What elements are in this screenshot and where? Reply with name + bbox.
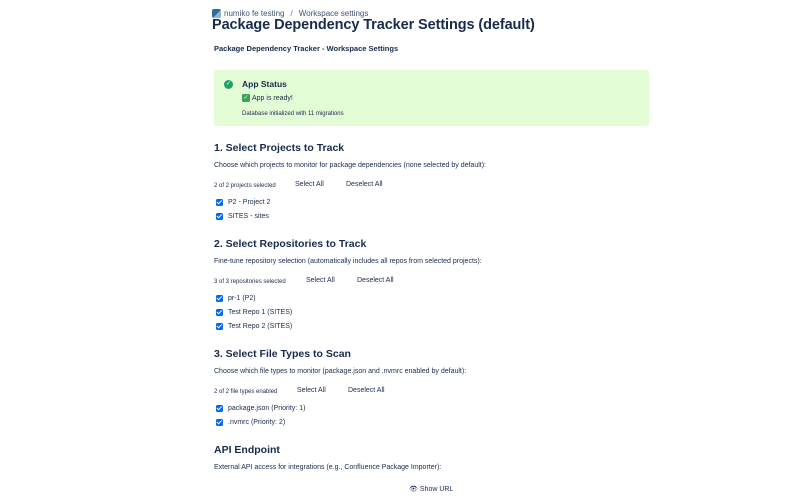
projects-selected-count: 2 of 2 projects selected: [214, 183, 276, 189]
projects-deselect-all-button[interactable]: Deselect All: [346, 181, 383, 188]
app-status-title: App Status: [242, 79, 287, 89]
repository-checkbox[interactable]: [216, 295, 223, 302]
app-status-panel: [214, 70, 649, 126]
file-types-selection-row: [214, 387, 414, 397]
page-subtitle: Package Dependency Tracker - Workspace Settings: [214, 44, 399, 53]
repositories-description: Fine-tune repository selection (automatically includes all repos from selected projects):: [214, 258, 482, 265]
project-label: SITES - sites: [228, 212, 269, 220]
repositories-select-all-button[interactable]: Select All: [306, 277, 335, 284]
project-checkbox[interactable]: [216, 213, 223, 220]
breadcrumb-current-link[interactable]: Workspace settings: [298, 8, 369, 18]
projects-description: Choose which projects to monitor for package dependencies (none selected by default):: [214, 162, 486, 169]
app-ready-message: [242, 94, 293, 102]
file-types-description: Choose which file types to monitor (package.json and .nvmrc enabled by default):: [214, 368, 467, 375]
repository-label: pr-1 (P2): [228, 294, 256, 302]
repository-checkbox[interactable]: [216, 323, 223, 330]
file-type-label: .nvmrc (Priority: 2): [228, 418, 286, 426]
file-type-item-nvmrc[interactable]: [216, 417, 285, 427]
repository-label: Test Repo 2 (SITES): [228, 322, 293, 330]
file-types-section-heading: 3. Select File Types to Scan: [214, 348, 351, 360]
eye-icon: 👁: [409, 486, 418, 493]
api-section-heading: API Endpoint: [214, 444, 280, 456]
file-type-checkbox[interactable]: [216, 419, 223, 426]
database-status-text: Database initialized with 11 migrations: [242, 111, 344, 117]
breadcrumb-workspace-link[interactable]: numiko fe testing: [224, 8, 285, 18]
repositories-selection-row: [214, 277, 414, 287]
show-url-label: Show URL: [419, 485, 454, 493]
repository-item-pr-1[interactable]: [216, 293, 256, 303]
api-description: External API access for integrations (e.g., Confluence Package Importer):: [214, 464, 442, 471]
check-mark-icon: ✓: [243, 95, 249, 101]
file-type-label: package.json (Priority: 1): [228, 404, 306, 412]
project-checkbox[interactable]: [216, 199, 223, 206]
file-types-select-all-button[interactable]: Select All: [297, 387, 326, 394]
page-title: Package Dependency Tracker Settings (default): [212, 17, 535, 33]
projects-section-heading: 1. Select Projects to Track: [214, 142, 345, 154]
breadcrumb-separator: /: [290, 8, 293, 18]
file-types-deselect-all-button[interactable]: Deselect All: [348, 387, 385, 394]
file-type-checkbox[interactable]: [216, 405, 223, 412]
repository-label: Test Repo 1 (SITES): [228, 308, 293, 316]
projects-selection-row: [214, 181, 414, 191]
show-url-button[interactable]: [409, 485, 453, 493]
repositories-deselect-all-button[interactable]: Deselect All: [357, 277, 394, 284]
success-check-icon: ✓: [225, 81, 232, 87]
file-types-enabled-count: 2 of 2 file types enabled: [214, 389, 278, 395]
project-item-sites[interactable]: [216, 211, 269, 221]
project-label: P2 - Project 2: [228, 198, 271, 206]
repository-item-test-repo-1[interactable]: [216, 307, 292, 317]
repositories-section-heading: 2. Select Repositories to Track: [214, 238, 367, 250]
projects-select-all-button[interactable]: Select All: [295, 181, 324, 188]
app-ready-text: App is ready!: [252, 94, 293, 102]
file-type-item-package-json[interactable]: [216, 403, 305, 413]
repository-checkbox[interactable]: [216, 309, 223, 316]
repositories-selected-count: 3 of 3 repositories selected: [214, 279, 286, 285]
repository-item-test-repo-2[interactable]: [216, 321, 292, 331]
project-item-p2[interactable]: [216, 197, 270, 207]
